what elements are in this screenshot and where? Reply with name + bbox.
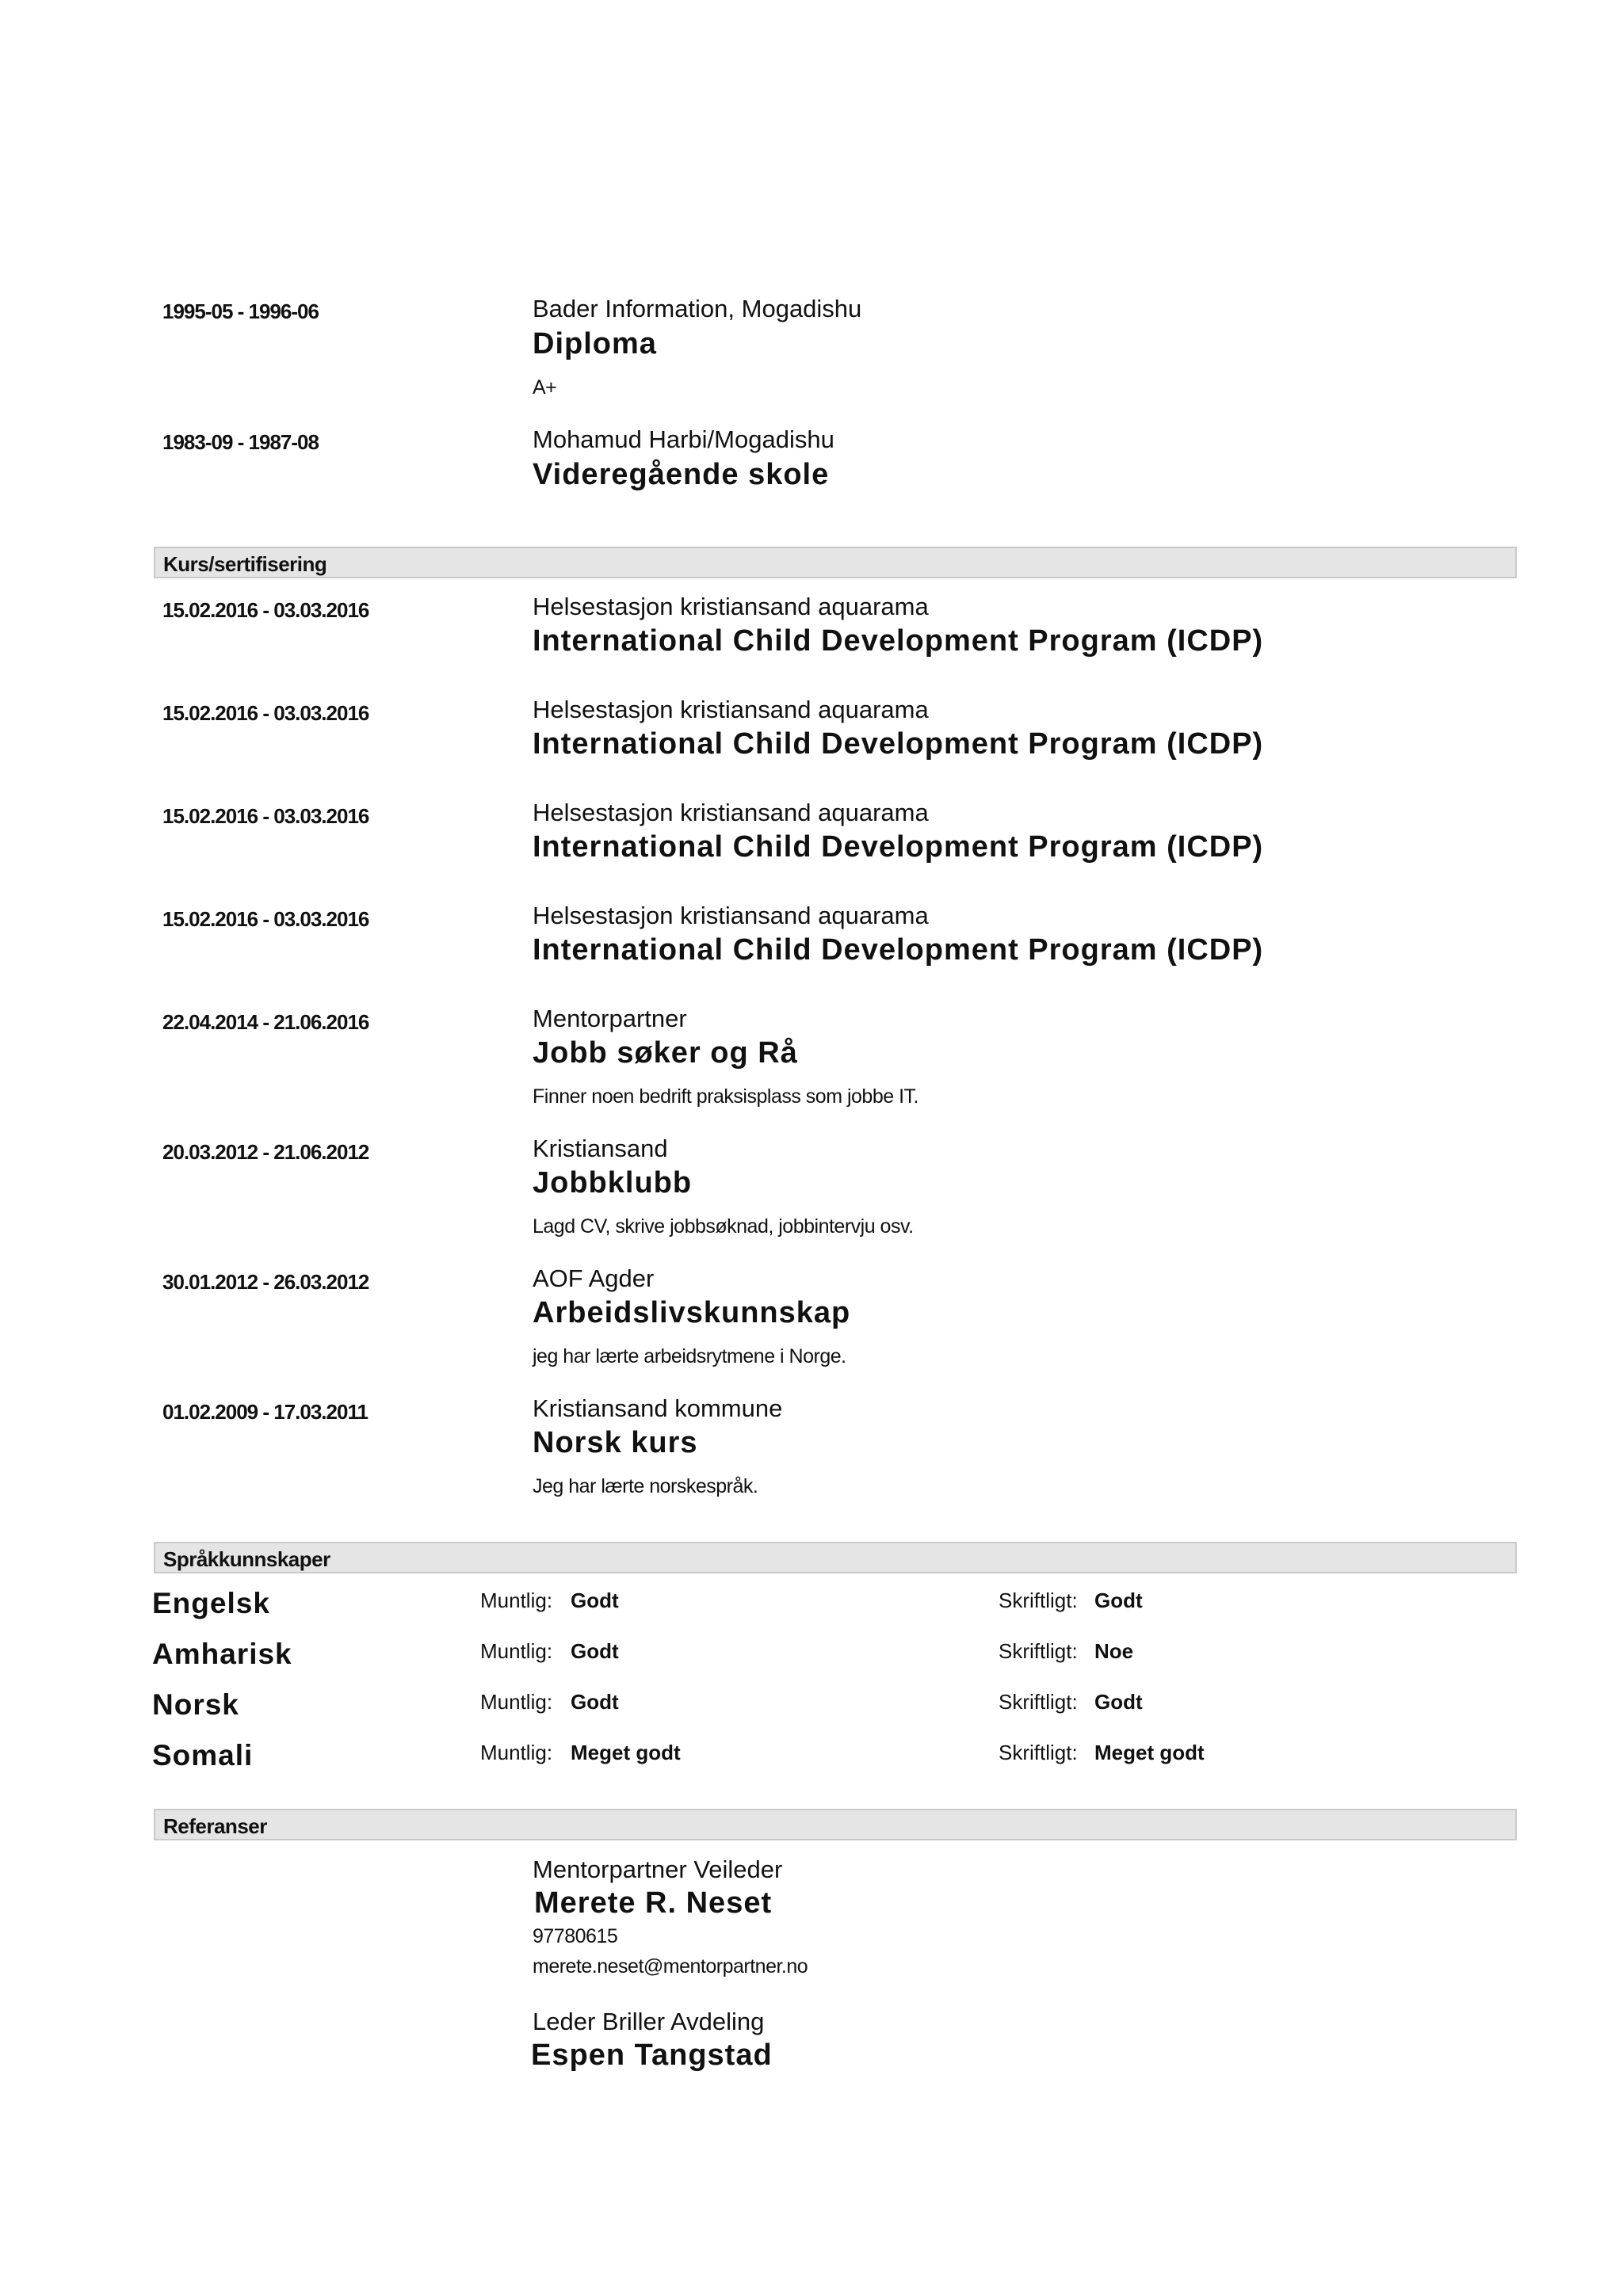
oral-level: Godt [571,1639,619,1663]
entry-title: International Child Development Program (ICDP) [533,624,1264,658]
entry-organization: AOF Agder [533,1264,655,1292]
language-name: Amharisk [152,1638,292,1670]
entry-description: jeg har lærte arbeidsrytmene i Norge. [533,1345,846,1367]
entry-description: Lagd CV, skrive jobbsøknad, jobbintervju osv. [533,1215,914,1238]
entry-dates: 01.02.2009 - 17.03.2011 [162,1400,368,1424]
entry-title: Norsk kurs [533,1426,698,1459]
section-title: Språkkunnskaper [163,1547,330,1571]
written-level: Godt [1094,1589,1143,1612]
entry-title: International Child Development Program (ICDP) [533,727,1264,761]
entry-dates: 15.02.2016 - 03.03.2016 [162,804,369,828]
written-level: Godt [1094,1690,1143,1714]
entry-organization: Kristiansand kommune [533,1394,783,1422]
entry-organization: Helsestasjon kristiansand aquarama [533,902,929,929]
oral-level: Godt [571,1589,619,1612]
section-header-courses [154,547,1517,578]
entry-dates: 1983-09 - 1987-08 [162,430,319,454]
reference-name: Merete R. Neset [534,1886,773,1920]
entry-dates: 30.01.2012 - 26.03.2012 [162,1270,369,1294]
entry-title: Arbeidslivskunnskap [533,1296,851,1329]
entry-title: Diploma [533,327,657,360]
written-level: Meget godt [1094,1741,1205,1764]
entry-dates: 20.03.2012 - 21.06.2012 [162,1140,369,1164]
entry-organization: Mohamud Harbi/Mogadishu [533,425,834,453]
written-label: Skriftligt: [999,1589,1078,1612]
section-title: Kurs/sertifisering [163,552,327,576]
reference-phone: 97780615 [533,1925,618,1947]
entry-dates: 15.02.2016 - 03.03.2016 [162,907,369,931]
entry-organization: Kristiansand [533,1135,668,1162]
section-header-languages [154,1542,1517,1573]
entry-description: Jeg har lærte norskespråk. [533,1475,758,1497]
entry-dates: 1995-05 - 1996-06 [162,299,319,323]
entry-dates: 15.02.2016 - 03.03.2016 [162,701,369,725]
entry-dates: 22.04.2014 - 21.06.2016 [162,1010,369,1034]
language-name: Norsk [152,1688,239,1721]
entry-organization: Bader Information, Mogadishu [533,295,862,322]
reference-role: Leder Briller Avdeling [533,2008,765,2035]
written-label: Skriftligt: [999,1639,1078,1663]
entry-description: A+ [533,376,557,399]
section-header-references [154,1809,1517,1840]
entry-organization: Mentorpartner [533,1005,687,1032]
entry-organization: Helsestasjon kristiansand aquarama [533,799,929,826]
entry-description: Finner noen bedrift praksisplass som jobbe IT. [533,1085,918,1108]
reference-role: Mentorpartner Veileder [533,1855,783,1883]
section-title: Referanser [163,1814,267,1838]
entry-title: Jobbklubb [533,1166,693,1199]
oral-label: Muntlig: [480,1690,553,1714]
oral-label: Muntlig: [480,1589,553,1612]
entry-organization: Helsestasjon kristiansand aquarama [533,593,929,620]
entry-organization: Helsestasjon kristiansand aquarama [533,696,929,723]
oral-label: Muntlig: [480,1639,553,1663]
oral-level: Meget godt [571,1741,681,1764]
reference-name: Espen Tangstad [531,2039,773,2072]
written-level: Noe [1094,1639,1134,1663]
written-label: Skriftligt: [999,1741,1078,1764]
oral-label: Muntlig: [480,1741,553,1764]
oral-level: Godt [571,1690,619,1714]
language-name: Engelsk [152,1587,270,1619]
entry-title: International Child Development Program (ICDP) [533,830,1264,864]
entry-title: Videregående skole [533,458,830,491]
entry-dates: 15.02.2016 - 03.03.2016 [162,598,369,622]
written-label: Skriftligt: [999,1690,1078,1714]
entry-title: International Child Development Program (ICDP) [533,933,1264,967]
entry-title: Jobb søker og Rå [533,1036,798,1070]
reference-email: merete.neset@mentorpartner.no [533,1955,808,1978]
language-name: Somali [152,1739,254,1772]
